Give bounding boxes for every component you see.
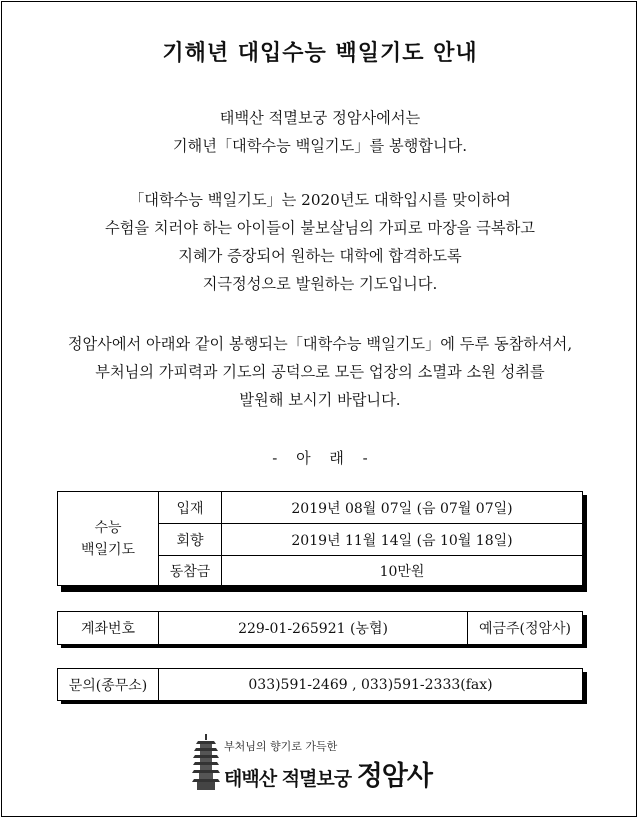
account-holder: 예금주(정암사) [468,612,583,645]
intro-line: 태백산 적멸보궁 정암사에서는 [219,109,421,127]
purpose-line: 「대학수능 백일기도」는 2020년도 대학입시를 맞이하여 [129,191,511,209]
row-label: 입재 [159,492,222,524]
row-label: 회향 [159,524,222,556]
purpose-line: 지극정성으로 발원하는 기도입니다. [202,275,438,293]
intro-paragraph [0,104,640,160]
account-table [57,611,583,645]
prayer-name-line: 수능 [94,519,122,536]
account-number: 229-01-265921 (농협) [159,612,468,645]
invitation-line: 발원해 보시기 바랍니다. [239,391,401,409]
temple-logo [190,732,450,792]
page-title: 기해년 대입수능 백일기도 안내 [162,41,478,66]
contact-label: 문의(종무소) [58,669,159,701]
logo-part: 적멸보궁 [281,768,357,790]
row-value: 10만원 [222,556,583,586]
account-label: 계좌번호 [58,612,159,645]
invitation-paragraph [0,330,640,414]
row-value: 2019년 11월 14일 (음 10월 18일) [222,524,583,556]
logo-part: 태백산 [224,768,282,790]
logo-name [224,754,432,793]
contact-table [57,668,583,701]
purpose-line: 지혜가 증장되어 원하는 대학에 합격하도록 [178,247,462,265]
logo-part: 정암사 [356,761,432,792]
prayer-name-line: 백일기도 [80,541,136,558]
invitation-line: 부처님의 가피력과 기도의 공덕으로 모든 업장의 소멸과 소원 성취를 [95,363,545,381]
purpose-line: 수험을 치러야 하는 아이들이 불보살님의 가피로 마장을 극복하고 [105,219,535,237]
invitation-line: 정암사에서 아래와 같이 봉행되는「대학수능 백일기도」에 두루 동참하셔서, [67,335,573,353]
intro-line: 기해년「대학수능 백일기도」를 봉행합니다. [172,137,468,155]
prayer-name-cell [58,492,159,586]
section-marker: - 아 래 - [272,449,368,467]
logo-tagline: 부처님의 향기로 가득한 [224,740,338,753]
row-value: 2019년 08월 07일 (음 07월 07일) [222,492,583,524]
purpose-paragraph [0,186,640,298]
prayer-schedule-table [57,491,583,586]
row-label: 동참금 [159,556,222,586]
stone-pagoda-icon [192,734,220,792]
contact-phones: 033)591-2469 , 033)591-2333(fax) [159,669,583,701]
